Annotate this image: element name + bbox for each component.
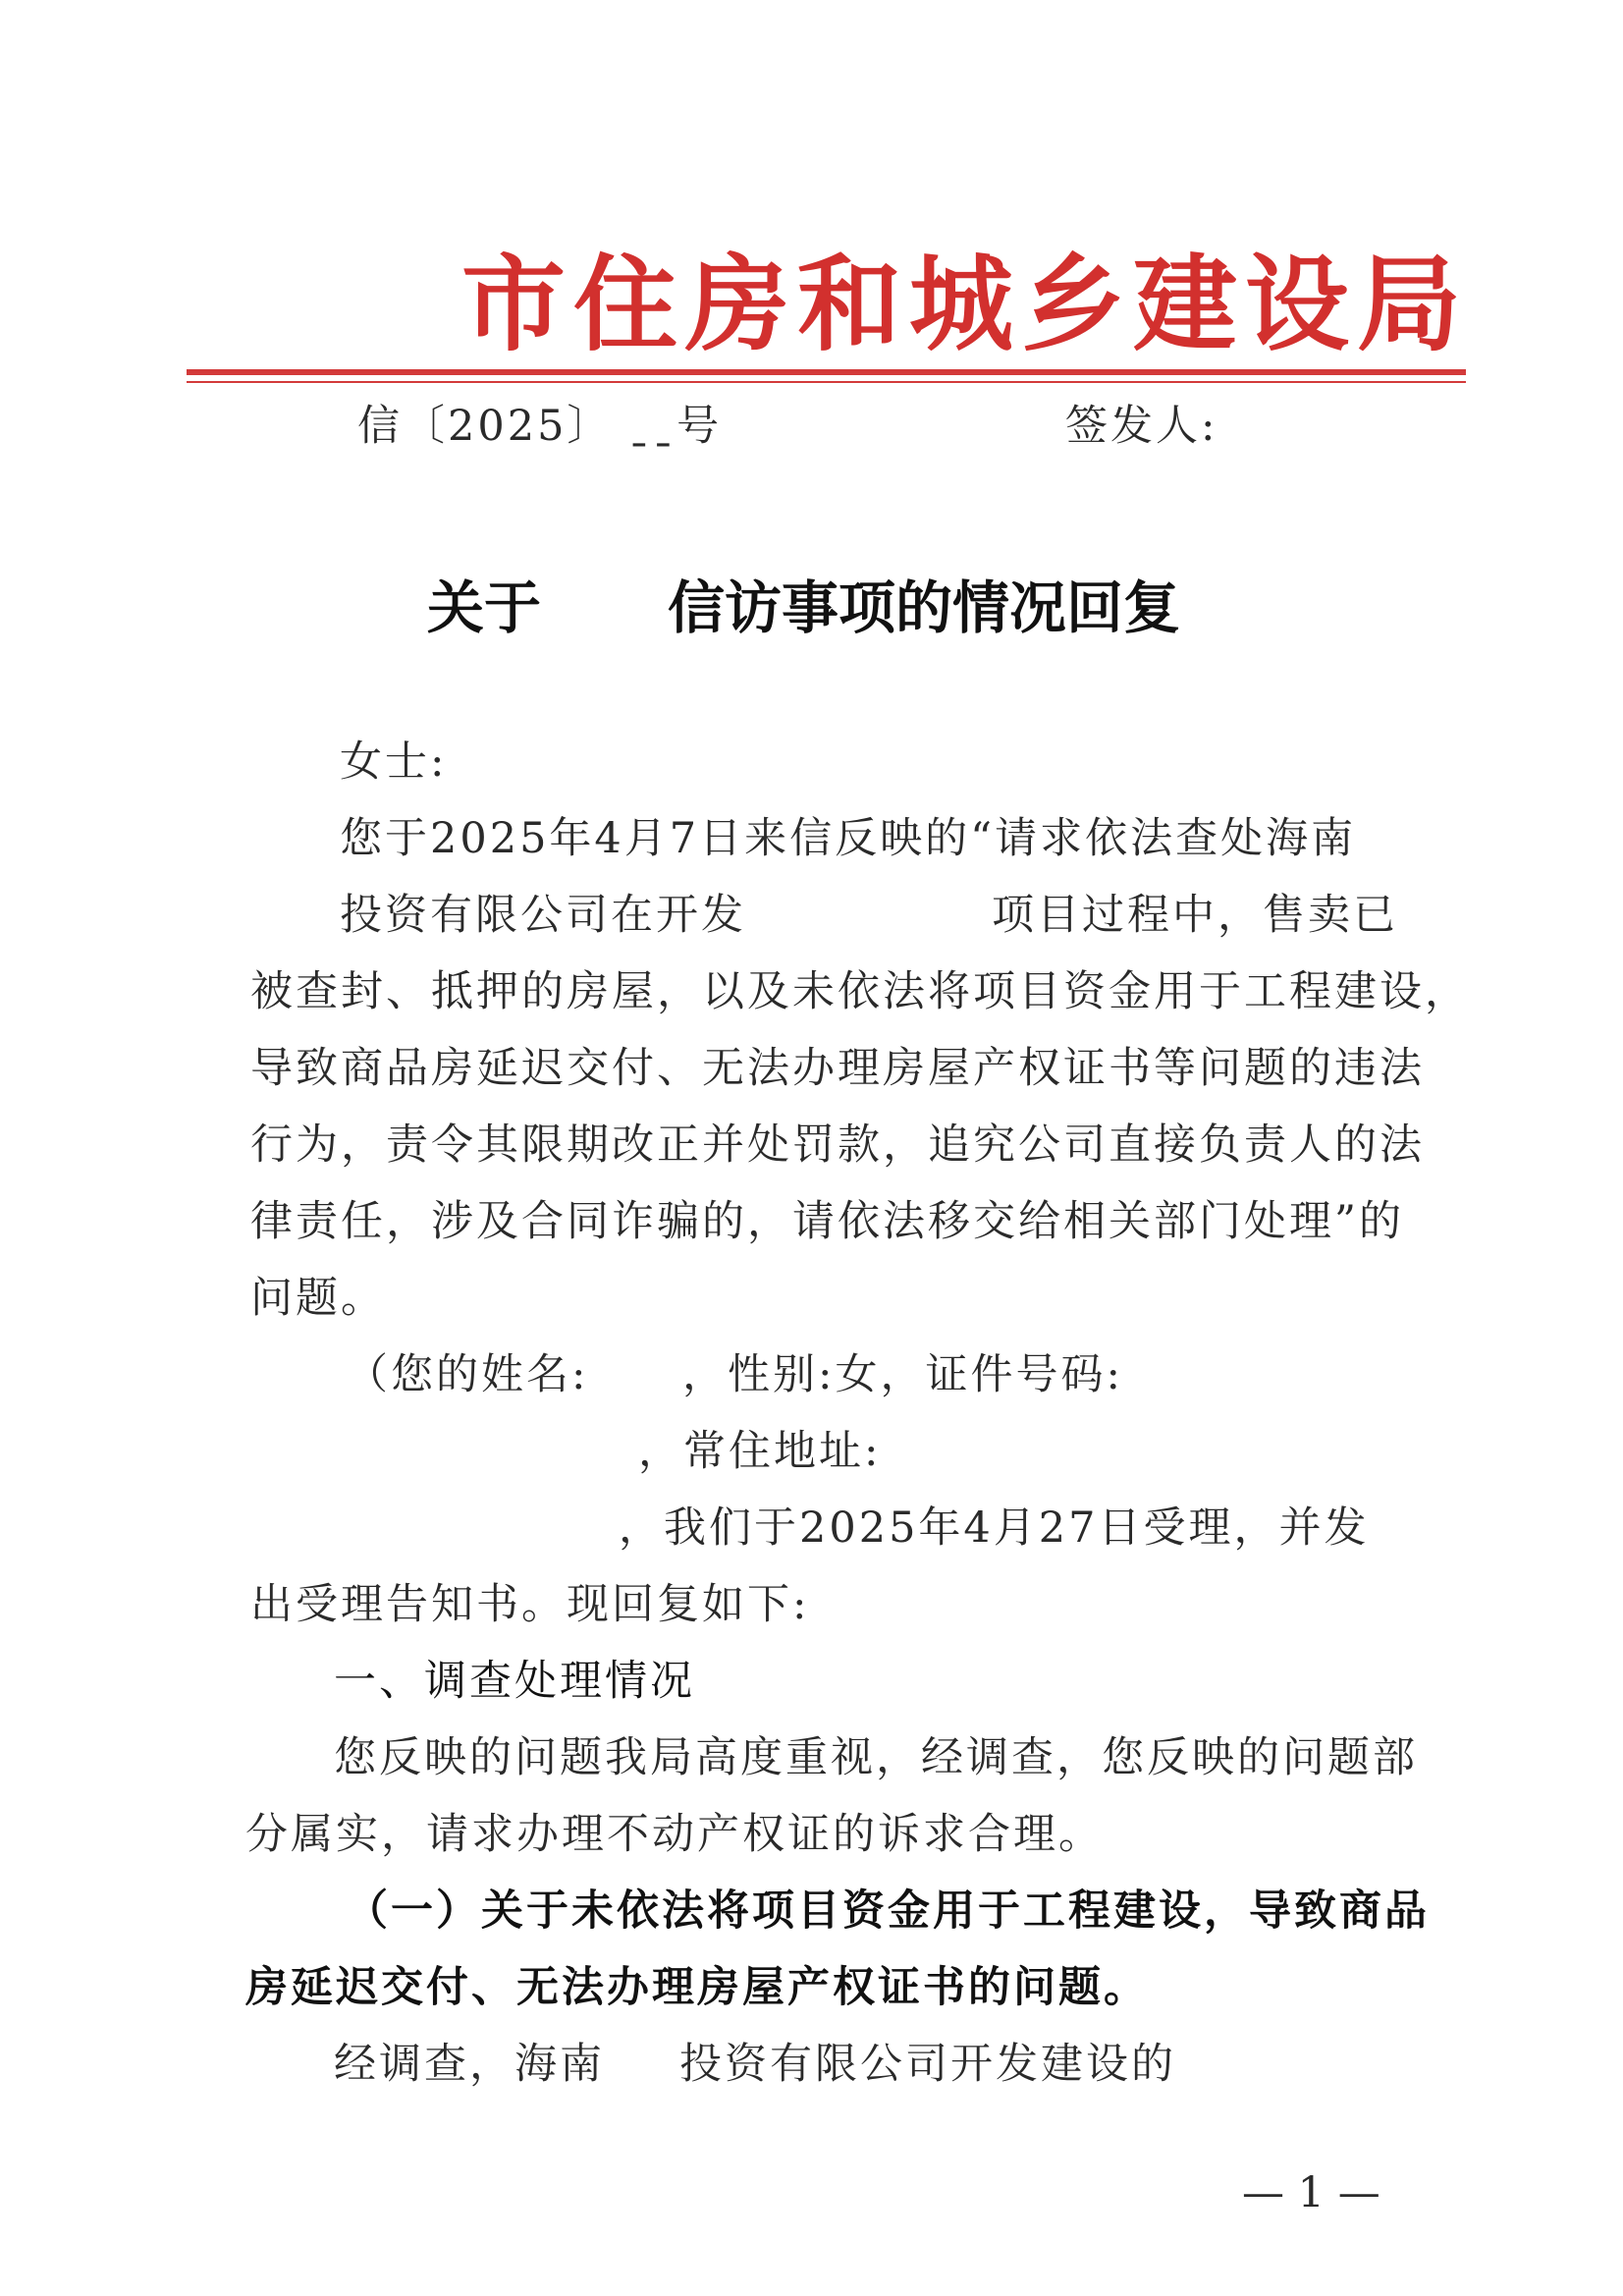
- paragraph-line: 出受理告知书。现回复如下:: [250, 1580, 810, 1629]
- letterhead-title: 市住房和城乡建设局: [461, 245, 1469, 365]
- paragraph-line: 项目过程中，售卖已: [992, 891, 1398, 940]
- paragraph-line: 投资有限公司在开发: [340, 891, 746, 940]
- paragraph-line: 经调查，海南: [334, 2040, 605, 2089]
- paragraph-line: 被查封、抵押的房屋，以及未依法将项目资金用于工程建设，: [250, 967, 1470, 1016]
- document-title-prefix: 关于: [427, 574, 542, 641]
- signer-label: 签发人:: [1065, 402, 1218, 451]
- paragraph-line: 您于2025年4月7日来信反映的“请求依法查处海南: [340, 814, 1357, 863]
- letterhead-rule-thick: [187, 369, 1466, 375]
- document-title-suffix: 信访事项的情况回复: [668, 574, 1181, 641]
- subsection-heading: （一）关于未依法将项目资金用于工程建设，导致商品: [346, 1886, 1430, 1936]
- paragraph-line: ，我们于2025年4月27日受理，并发: [619, 1503, 1370, 1553]
- paragraph-line: 投资有限公司开发建设的: [679, 2040, 1176, 2089]
- page-number: — 1 —: [1242, 2168, 1380, 2217]
- subsection-heading: 房延迟交付、无法办理房屋产权证书的问题。: [245, 1963, 1149, 2012]
- salutation: 女士:: [340, 738, 448, 787]
- paragraph-line: 导致商品房延迟交付、无法办理房屋产权证书等问题的违法: [250, 1044, 1425, 1093]
- paragraph-line: 分属实，请求办理不动产权证的诉求合理。: [245, 1810, 1104, 1859]
- paragraph-line: ，性别:女，证件号码:: [682, 1350, 1123, 1399]
- doc-number: 信〔2025〕 ˍˍ号: [357, 402, 723, 451]
- paragraph-line: 问题。: [250, 1274, 386, 1323]
- letterhead-rule-thin: [187, 381, 1466, 383]
- paragraph-line: ，常住地址:: [638, 1427, 882, 1476]
- section-heading: 一、调查处理情况: [334, 1657, 695, 1706]
- paragraph-line: 律责任，涉及合同诈骗的，请依法移交给相关部门处理”的: [250, 1197, 1404, 1246]
- paragraph-line: 您反映的问题我局高度重视，经调查，您反映的问题部: [334, 1733, 1418, 1782]
- paragraph-line: （您的姓名:: [346, 1350, 589, 1399]
- paragraph-line: 行为，责令其限期改正并处罚款，追究公司直接负责人的法: [250, 1121, 1425, 1170]
